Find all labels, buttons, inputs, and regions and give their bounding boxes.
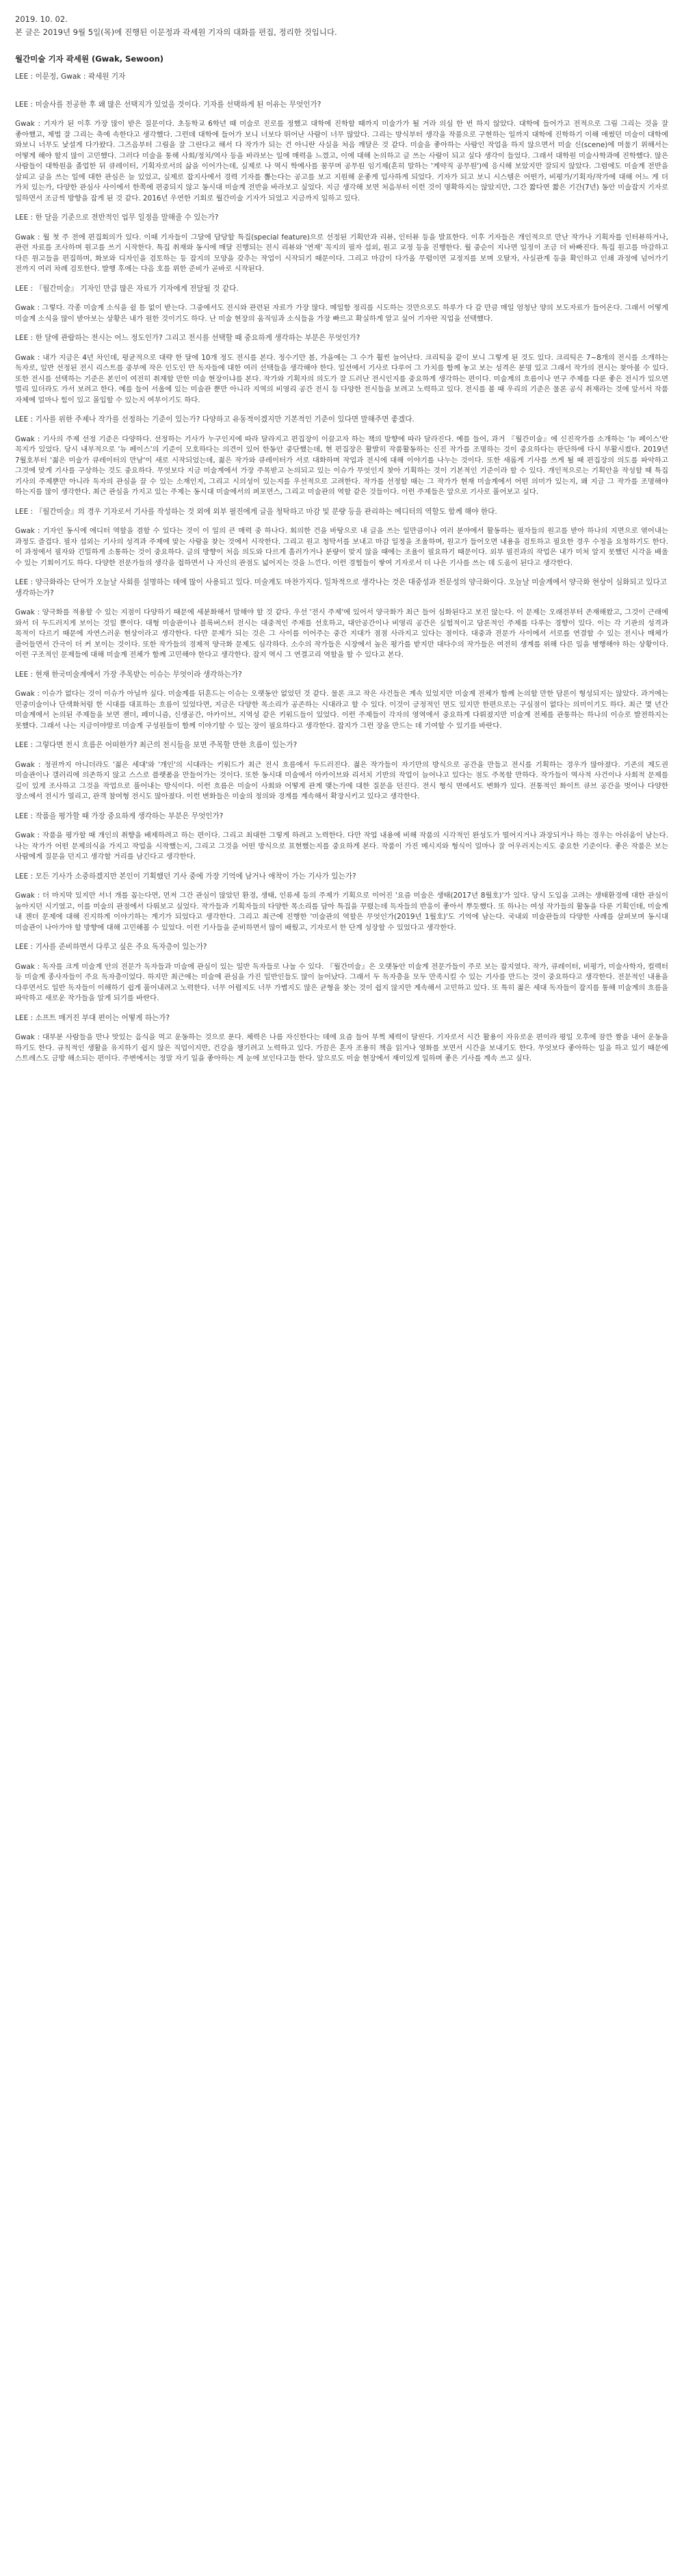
question-12: LEE : 기사를 준비하면서 다루고 싶은 주요 독자층이 있는가? — [15, 943, 207, 951]
question-10: LEE : 작품을 평가할 때 가장 중요하게 생각하는 부분은 무엇인가? — [15, 811, 224, 820]
document-intro: 본 글은 2019년 9월 5일(목)에 진행된 이문정과 곽세원 기자의 대화를 편집, 정리한 것입니다. — [15, 27, 337, 37]
answer-5: Gwak : 기사의 주제 선정 기준은 다양하다. 선정하는 기사가 누구인지에 따라 달라지고 편집장이 이끌고자 하는 책의 방향에 따라 달라진다. 예를 들어, 과거 『월간미술』에 신진작가를 소개하는 '뉴 페이스'란 꼭지가 있었다. 당시 내부적으로 '뉴 페이스'의 기준이 모호하다는 의견이 있어 한동안 중단했는데, 현 편집장은 활발히 작품활동하는 신진 작가를 조명하는 것이 중요하다는 판단하에 다시 부활시켰다. 2019년 7월호부터 '젊은 미술가 큐레이터의 만남'이 새로 시작되었는데, 젊은 작가와 큐레이터가 서로 대화하며 작업과 전시에 대해 이야기를 나누는 것이다. 또한 새롭게 기사를 쓰게 될 때 편집장의 의도를 파악하고 그것에 맞게 기사를 구상하는 것도 중요하다. 무엇보다 지금 미술계에서 가장 주목받고 논의되고 있는 이슈가 무엇인지 찾아 기획하는 것이 기본적인 기준이라 할 수 있다. 개인적으로는 기획안을 작성할 때 특집 기사의 주제뿐만 아니라 독자의 관심을 끌 수 있는 소재인지, 그리고 시의성이 있는지를 우선적으로 고려한다. 작가를 선정할 때는 그 작가가 현재 미술계에서 어떤 의미가 있는지, 왜 지금 그 작가를 조명해야 하는지를 많이 생각한다. 최근 관심을 가지고 있는 주제는 동시대 미술에서의 퍼포먼스, 그리고 미술관의 역할 같은 것들이다. 이런 주제들은 앞으로 기사로 풀어보고 싶다. — [15, 434, 668, 496]
participants-line: LEE : 이문정, Gwak : 곽세원 기자 — [15, 73, 126, 81]
interview-document — [15, 14, 668, 1074]
interview-title: 월간미술 기자 곽세원 (Gwak, Sewoon) — [15, 54, 164, 64]
question-5: LEE : 기사를 위한 주제나 작가를 선정하는 기준이 있는가? 다양하고 유동적이겠지만 기본적인 기준이 있다면 말해주면 좋겠다. — [15, 415, 415, 424]
answer-4: Gwak : 내가 지금은 4년 차인데, 평균적으로 대략 한 달에 10개 정도 전시를 본다. 정수기만 봄, 가을에는 그 수가 훨씬 늘어난다. 크리틱을 같이 보니 그렇게 된 것도 있다. 크리틱은 7~8개의 전시를 소개하는 독자로, 일반 선정된 전시 리스트를 중부에 작은 인도인 만 독자들에 대한 여러 선택들을 생각해야 한다. 일선에서 기사로 다루어 그 가치를 함께 놓고 보는 성격은 분명 있고 그래서 작가의 전시는 찾아볼 수 있다. 또한 전시를 선택하는 기준은 본인이 여전히 취재할 만한 미술 현장이냐를 본다. 작가와 기획자의 의도가 잘 드러난 전시인지를 중요하게 생각하는 편이다. 미술계의 흐름이나 연구 주제를 다룬 좋은 전시가 있으면 멀리 있더라도 가서 보려고 한다. 예를 들어 서울에 있는 미술관 뿐만 아니라 지역의 비영리 공간 전시 등 다양한 전시들을 보려고 노력하고 있다. 전시를 볼 때 우리의 기준은 물론 공식 취재라는 것에 앞서서 작품 자체에 얼마나 힘이 있고 몰입할 수 있는지 여부이기도 하다. — [15, 353, 668, 404]
answer-11: Gwak : 더 마지막 있지만 서너 개를 꼽는다면, 먼저 그간 관심이 많았던 환경, 생태, 인류세 등의 주제가 기획으로 이어진 '요즘 미술은 생태(2017년 8월호)'가 있다. 당시 도입을 고려는 생태환경에 대한 관심이 높아지던 시기였고, 이를 미술의 관점에서 다뤄보고 싶었다. 작가들과 기획자들의 다양한 목소리를 담아 특집을 꾸렸는데 독자들의 반응이 좋아서 뿌듯했다. 또 하나는 여성 작가들의 활동을 다룬 기획인데, 미술계 내 젠더 문제에 대해 진지하게 이야기하는 계기가 되었다고 생각한다. 그리고 최근에 진행한 '미술관의 역할은 무엇인가(2019년 1월호)'도 기억에 남는다. 국내외 미술관들의 다양한 사례를 살펴보며 동시대 미술관이 나아가야 할 방향에 대해 고민해볼 수 있었다. 이런 기사들을 준비하면서 많이 배웠고, 기자로서 한 단계 성장할 수 있었다고 생각한다. — [15, 892, 668, 932]
answer-8: Gwak : 이슈가 없다는 것이 이슈가 아닐까 싶다. 미술계를 뒤흔드는 이슈는 오랫동안 없었던 것 같다. 물론 크고 작은 사건들은 계속 있었지만 미술계 전체가 함께 논의할 만한 담론이 형성되지는 않았다. 과거에는 민중미술이나 단색화처럼 한 시대를 대표하는 흐름이 있었다면, 지금은 다양한 목소리가 공존하는 시대라고 할 수 있다. 이것이 긍정적인 면도 있지만 한편으로는 구심점이 없다는 의미이기도 하다. 최근 몇 년간 미술계에서 논의된 주제들을 보면 젠더, 페미니즘, 신생공간, 아카이브, 지역성 같은 키워드들이 있었다. 이런 주제들이 각자의 영역에서 중요하게 다뤄졌지만 미술계 전체를 관통하는 하나의 이슈로 발전하지는 못했다. 그래서 나는 지금이야말로 미술계 구성원들이 함께 이야기할 수 있는 장이 필요하다고 생각한다. 잡지가 그런 장을 만드는 데 기여할 수 있기를 바란다. — [15, 690, 668, 730]
question-1: LEE : 미술사를 전공한 후 왜 많은 선택지가 있었을 것이다. 기자를 선택하게 된 이유는 무엇인가? — [15, 100, 321, 109]
question-8: LEE : 현재 한국미술계에서 가장 주목받는 이슈는 무엇이라 생각하는가? — [15, 670, 242, 679]
answer-1: Gwak : 기자가 된 이후 가장 많이 받은 질문이다. 초등학교 6학년 때 미술로 진로를 정했고 대학에 진학할 때까지 미술가가 될 거라 의심 한 번 하지 않았다. 대학에 들어가고 전적으로 그림 그리는 것을 잘 좋아했고, 제법 잘 그리는 축에 속한다고 생각했다. 그런데 대학에 들어가 보니 너보다 뛰어난 사람이 너무 많았다. 그리는 방식부터 생각을 작품으로 구현하는 일까지 대학에 진학하기 이해 애썼던 미술이 대학에 와보니 너무도 낯설게 다가왔다. 그즈음부터 그림을 잘 그린다고 해서 다 작가가 되는 건 아니란 사실을 처음 깨달은 것 같다. 미술을 좋아하는 사람인 작업을 하지 않으면서 미술 신(scene)에 머물기 위해서는 어떻게 해야 할지 많이 고민했다. 그러다 미술을 통해 사회/정치/역사 등을 바라보는 일에 매력을 느꼈고, 이에 대해 논의하고 글 쓰는 사람이 되고 싶다 생각이 들었다. 그래서 대학원 미술사학과에 진학했다. 많은 사람들이 대학원을 졸업한 뒤 큐레이터, 기획자로서의 삶을 이어가는데, 실제로 나 역시 학예사를 꿈꾸며 공무원 임기제(흔히 말하는 '계약직 공무원')에 응시해 보았지만 잘되지 않았다. 그럼에도 미술계 전반을 살피고 글을 쓰는 일에 대한 관심은 늘 있었고, 실제로 잡지사에서 경력 기자를 뽑는다는 공고를 보고 지원해 운좋게 입사하게 되었다. 기자가 되고 보니 시스템은 어떤가, 비평가/기획자/작가에 대해 어느 게 더 가치 있는가, 다양한 관심사 사이에서 한쪽에 편중되지 않고 동시대 미술계 전반을 바라보고 싶었다. 지금 생각해 보면 처음부터 이런 것이 명확하지는 않았지만, 그간 짧다면 짧은 기간(7년) 동안 미술잡지 기자로 일하면서 조금씩 방향을 잡게 된 것 같다. 2016년 우연한 기회로 월간미술 기자가 되었고 지금까지 일하고 있다. — [15, 120, 668, 203]
question-4: LEE : 한 달에 관람하는 전시는 어느 정도인가? 그리고 전시를 선택할 때 중요하게 생각하는 부분은 무엇인가? — [15, 334, 360, 342]
question-9: LEE : 그렇다면 전시 흐름은 어떠한가? 최근의 전시들을 보면 주목할 만한 흐름이 있는가? — [15, 741, 298, 749]
answer-2: Gwak : 월 첫 주 전에 편집회의가 있다. 이때 기자들이 그달에 담당할 특집(special feature)으로 선정된 기획안과 리뷰, 인터뷰 등을 발표한다. 이후 기자들은 개인적으로 만난 작가나 기획자를 인터뷰하거나, 관련 자료를 조사하며 원고를 쓰기 시작한다. 특집 취재와 동시에 매달 진행되는 전시 리뷰와 '연재' 꼭지의 필자 섭외, 원고 교정 등을 진행한다. 월 중순이 지나면 일정이 조금 더 바빠진다. 특집 원고를 마감하고 다른 원고들을 편집하며, 화보와 디자인을 검토하는 등 잡지의 모양을 갖추는 작업이 시작되기 때문이다. 그리고 마감이 다가올 무렵이면 교정지를 보며 오탈자, 사실관계 등을 확인하고 인쇄 과정에 넘어가기 전까지 여러 차례 검토한다. 발행 후에는 다음 호를 위한 준비가 곧바로 시작된다. — [15, 233, 668, 273]
question-3: LEE : 『월간미술』 기자인 만큼 많은 자료가 기자에게 전달될 것 같다. — [15, 284, 239, 293]
answer-12: Gwak : 독자를 크게 미술계 안의 전문가 독자들과 미술에 관심이 있는 일반 독자들로 나눌 수 있다. 『월간미술』은 오랫동안 미술계 전문가들이 주로 보는 잡지였다. 작가, 큐레이터, 비평가, 미술사학자, 컬렉터 등 미술계 종사자들이 주요 독자층이었다. 하지만 최근에는 미술에 관심을 가진 일반인들도 많이 늘어났다. 그래서 두 독자층을 모두 만족시킬 수 있는 기사를 만드는 것이 중요하다고 생각한다. 전문적인 내용을 다루면서도 일반 독자들이 이해하기 쉽게 풀어내려고 노력한다. 너무 어렵지도 너무 가볍지도 않은 균형을 찾는 것이 쉽지 않지만 계속해서 고민하고 있다. 또 특히 젊은 세대 독자들이 잡지를 통해 미술계의 흐름을 파악하고 새로운 작가들을 알게 되기를 바란다. — [15, 962, 668, 1002]
question-11: LEE : 모든 기사가 소중하겠지만 본인이 기획했던 기사 중에 가장 기억에 남거나 애착이 가는 기사가 있는가? — [15, 872, 356, 881]
answer-6: Gwak : 기자인 동시에 에디터 역할을 겸할 수 있다는 것이 이 일의 큰 매력 중 하나다. 회의한 건을 바탕으로 내 글을 쓰는 일만큼이나 여러 분야에서 활동하는 필자들의 원고를 받아 하나의 지면으로 엮어내는 과정도 즐겁다. 필자 섭외는 기사의 성격과 주제에 맞는 사람을 찾는 것에서 시작한다. 그리고 원고 청탁서를 보내고 마감 일정을 조율하며, 원고가 들어오면 내용을 검토하고 필요한 경우 수정을 요청하기도 한다. 이 과정에서 필자와 긴밀하게 소통하는 것이 중요하다. 글의 방향이 처음 의도와 다르게 흘러가거나 분량이 맞지 않을 때에는 조율이 필요하기 때문이다. 외부 필진과의 작업은 내가 미처 알지 못했던 시각을 배울 수 있는 기회이기도 하다. 다양한 전문가들의 생각을 접하면서 나 자신의 관점도 넓어지는 것을 느낀다. 이런 경험들이 쌓여 기자로서 더 나은 기사를 쓰는 데 도움이 된다고 생각한다. — [15, 527, 668, 567]
answer-10: Gwak : 작품을 평가할 때 개인의 취향을 배제하려고 하는 편이다. 그리고 최대한 그렇게 하려고 노력한다. 다만 작업 내용에 비해 작품의 시각적인 완성도가 떨어지거나 과장되거나 하는 경우는 아쉬움이 남는다. 나는 작가가 어떤 문제의식을 가지고 작업을 시작했는지, 그리고 그것을 어떤 방식으로 표현했는지를 중요하게 본다. 작품이 가진 메시지와 형식이 얼마나 잘 어우러지는지도 중요한 기준이다. 좋은 작품은 보는 사람에게 질문을 던지고 생각할 거리를 남긴다고 생각한다. — [15, 831, 668, 861]
answer-9: Gwak : 정권까지 아니더라도 '젊은 세대'와 '개인'의 시대라는 키워드가 최근 전시 흐름에서 두드러진다. 젊은 작가들이 자기만의 방식으로 공간을 만들고 전시를 기획하는 경우가 많아졌다. 기존의 제도권 미술관이나 갤러리에 의존하지 않고 스스로 플랫폼을 만들어가는 것이다. 또한 동시대 미술에서 아카이브와 리서치 기반의 작업이 늘어나고 있다는 점도 주목할 만하다. 작가들이 역사적 사건이나 사회적 문제를 깊이 있게 조사하고 그것을 작업으로 풀어내는 방식이다. 이런 흐름은 미술이 사회와 어떻게 관계 맺는가에 대한 질문을 던진다. 전시 형식 면에서도 변화가 있다. 전통적인 화이트 큐브 공간을 벗어나 다양한 장소에서 전시가 열리고, 관객 참여형 전시도 많아졌다. 이런 변화들은 미술의 정의와 경계를 계속해서 확장시키고 있다고 생각한다. — [15, 760, 668, 801]
question-6: LEE : 『월간미술』의 경우 기자로서 기사를 작성하는 것 외에 외부 필진에게 글을 청탁하고 마감 및 분량 등을 관리하는 에디터의 역할도 함께 해야 한다. — [15, 507, 497, 516]
question-13: LEE : 소프트 매거진 부대 편이는 어떻게 하는가? — [15, 1013, 170, 1022]
question-2: LEE : 한 달을 기준으로 전반적인 업무 일정을 말해줄 수 있는가? — [15, 213, 219, 222]
answer-3: Gwak : 그렇다. 각종 미술계 소식을 쉴 틈 없이 받는다. 그중에서도 전시와 관련된 자료가 가장 많다. 메일함 정리를 시도하는 것만으로도 하루가 다 갈 만큼 매일 엄청난 양의 보도자료가 들어온다. 그래서 어떻게 미술계 소식을 많이 받아보는 상황은 내가 원한 것이기도 하다. 난 미술 현장의 움직임과 소식들을 가장 빠르고 확실하게 알고 싶어 기자란 직업을 선택했다. — [15, 304, 668, 323]
question-7: LEE : 양극화라는 단어가 오늘날 사회를 설명하는 데에 많이 사용되고 있다. 미술계도 마찬가지다. 일차적으로 생각나는 것은 대중성과 전문성의 양극화이다. 오늘날 미술계에서 양극화 현상이 심화되고 있다고 생각하는가? — [15, 578, 667, 597]
answer-7: Gwak : 양극화를 적용할 수 있는 지점이 다양하기 때문에 세분화해서 말해야 할 것 같다. 우선 '전시 주제'에 있어서 양극화가 최근 들어 심화된다고 보진 않는다. 이 문제는 오래전부터 존재해왔고, 그것이 근래에 와서 더 두드러지게 보이는 것일 뿐이다. 대형 미술관이나 블록버스터 전시는 대중적인 주제를 선호하고, 대안공간이나 비영리 공간은 실험적이고 담론적인 주제를 다루는 경향이 있다. 이는 각 기관의 성격과 목적이 다르기 때문에 자연스러운 현상이라고 생각한다. 다만 문제가 되는 것은 그 사이를 이어주는 중간 지대가 점점 사라지고 있다는 점이다. 대중과 전문가 사이에서 서로를 연결할 수 있는 전시나 매체가 줄어들면서 간극이 더 커 보이는 것이다. 또한 작가들의 경제적 양극화 문제도 심각하다. 소수의 작가들은 시장에서 높은 평가를 받지만 대다수의 작가들은 여전히 생계를 위해 다른 일을 병행해야 하는 상황이다. 이런 구조적인 문제들에 대해 미술계 전체가 함께 고민해야 한다고 생각한다. 잡지 역시 그 연결고리 역할을 할 수 있다고 본다. — [15, 608, 668, 659]
document-date: 2019. 10. 02. — [15, 14, 68, 24]
answer-13: Gwak : 대부분 사람들을 만나 맛있는 음식을 먹고 운동하는 것으로 푼다. 체력은 나름 자신한다는 데에 요즘 들어 부쩍 체력이 달린다. 기자로서 시간 활용이 자유로운 편이라 평일 오후에 잠깐 짬을 내어 운동을 하기도 한다. 규칙적인 생활을 유지하기 쉽지 않은 직업이지만, 건강을 챙기려고 노력하고 있다. 가끔은 혼자 조용히 책을 읽거나 영화를 보면서 시간을 보내기도 한다. 무엇보다 좋아하는 일을 하고 있기 때문에 스트레스도 금방 해소되는 편이다. 주변에서는 정말 자기 일을 좋아하는 게 눈에 보인다고들 한다. 앞으로도 미술 현장에서 재미있게 일하며 좋은 기사를 계속 쓰고 싶다. — [15, 1033, 668, 1063]
